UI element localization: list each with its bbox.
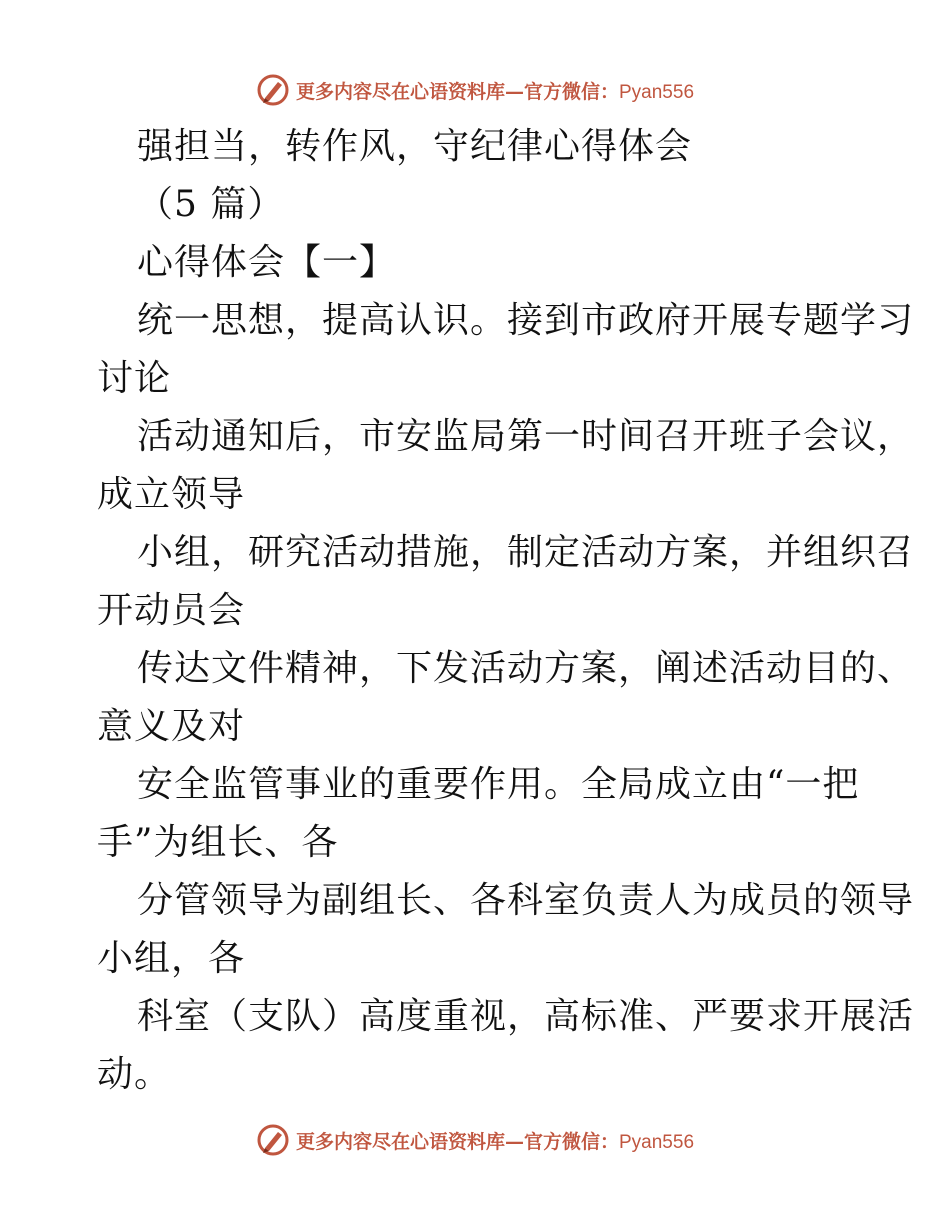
paragraph-line: 意义及对 [97, 706, 246, 747]
paragraph-line: 安全监管事业的重要作用。全局成立由“一把 [137, 764, 860, 805]
paragraph-line: 开动员会 [97, 590, 246, 631]
paragraph-line: 统一思想，提高认识。接到市政府开展专题学习 [137, 300, 915, 341]
doc-title: 强担当，转作风，守纪律心得体会 [137, 126, 693, 167]
section-heading: 心得体会【一】 [137, 242, 397, 283]
header-watermark [0, 70, 950, 110]
watermark-wechat-id: Pyan556 [619, 81, 695, 103]
paragraph-line: 成立领导 [97, 474, 246, 515]
document-body [97, 118, 915, 1104]
footer-watermark [0, 1120, 950, 1160]
doc-subtitle: （5 篇） [137, 184, 285, 225]
paragraph-line: 小组，各 [97, 938, 246, 979]
watermark-text: 更多内容尽在心语资料库—官方微信： [295, 1130, 619, 1153]
paragraph-line: 动。 [97, 1054, 172, 1095]
watermark-text: 更多内容尽在心语资料库—官方微信： [295, 80, 619, 103]
paragraph-line: 小组，研究活动措施，制定活动方案，并组织召 [137, 532, 915, 573]
watermark-wechat-id: Pyan556 [619, 1131, 695, 1153]
paragraph-line: 手”为组长、各 [97, 822, 339, 863]
paragraph-line: 讨论 [97, 358, 172, 399]
paragraph-line: 科室（支队）高度重视，高标准、严要求开展活 [137, 996, 915, 1037]
pen-logo-icon [256, 73, 290, 107]
paragraph-line: 分管领导为副组长、各科室负责人为成员的领导 [137, 880, 915, 921]
paragraph-line: 活动通知后，市安监局第一时间召开班子会议， [137, 416, 915, 457]
pen-logo-icon [256, 1123, 290, 1157]
paragraph-line: 传达文件精神，下发活动方案，阐述活动目的、 [137, 648, 915, 689]
